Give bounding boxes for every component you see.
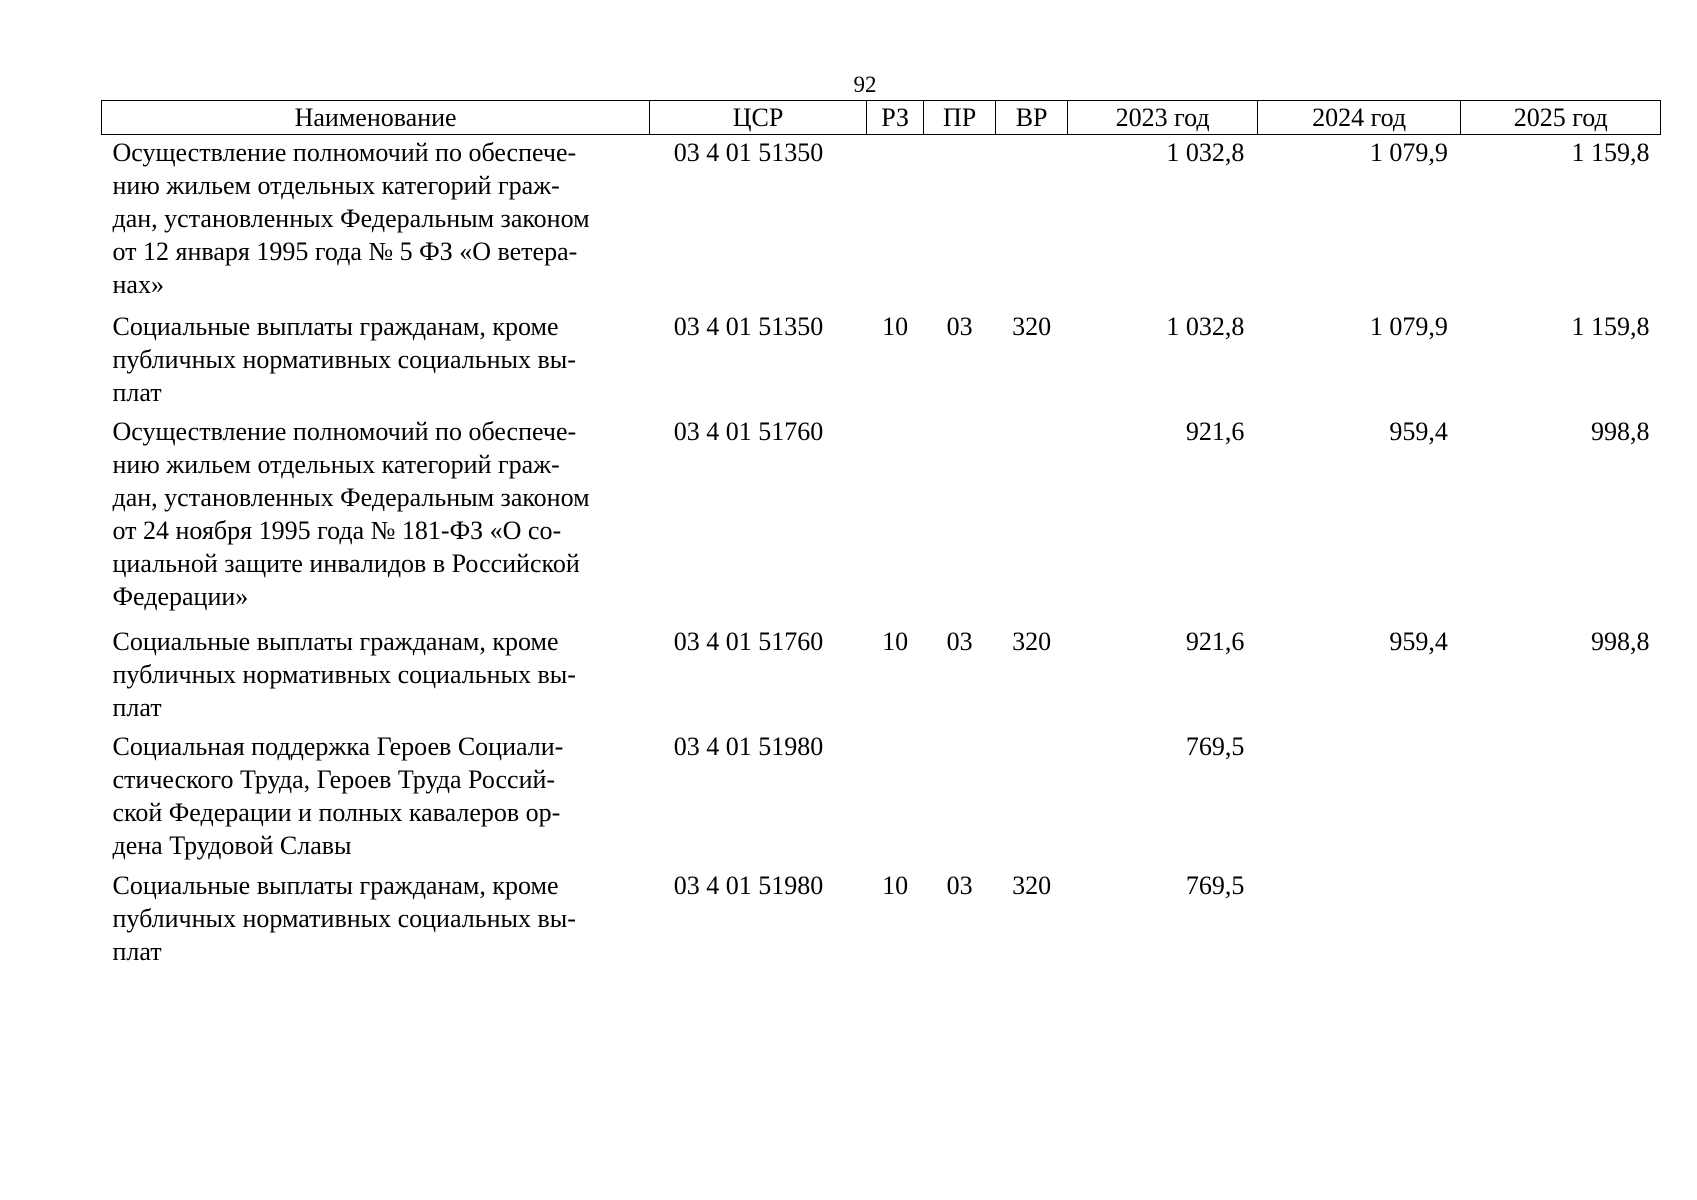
cell-csr: 03 4 01 51760 bbox=[673, 416, 824, 446]
header-2025: 2025 год bbox=[1461, 101, 1661, 135]
header-row bbox=[102, 101, 1661, 135]
cell-pr bbox=[924, 415, 996, 625]
cell-vr bbox=[995, 135, 1068, 310]
cell-2023: 1 032,8 bbox=[1166, 311, 1245, 341]
table-header bbox=[102, 101, 1661, 135]
cell-rz: 10 bbox=[882, 626, 909, 656]
cell-vr bbox=[995, 415, 1068, 625]
table-body bbox=[102, 135, 1661, 968]
cell-name: Социальная поддержка Героев Социали- стического Труда, Героев Труда Россий- ской Федерации и полных кавалеров ор- дена Трудовой Славы bbox=[112, 731, 564, 860]
cell-2023: 769,5 bbox=[1185, 870, 1245, 900]
cell-2025: 998,8 bbox=[1591, 416, 1650, 446]
cell-name: Социальные выплаты гражданам, кроме публичных нормативных социальных вы- плат bbox=[112, 870, 576, 966]
cell-name: Социальные выплаты гражданам, кроме публичных нормативных социальных вы- плат bbox=[112, 626, 576, 722]
cell-csr: 03 4 01 51350 bbox=[673, 138, 824, 167]
cell-name: Социальные выплаты гражданам, кроме публичных нормативных социальных вы- плат bbox=[112, 311, 576, 407]
cell-2023: 921,6 bbox=[1185, 626, 1245, 656]
cell-2024: 959,4 bbox=[1389, 626, 1448, 656]
cell-pr: 03 bbox=[946, 870, 973, 900]
header-csr: ЦСР bbox=[650, 101, 867, 135]
cell-csr: 03 4 01 51350 bbox=[673, 311, 824, 341]
cell-2024: 959,4 bbox=[1389, 416, 1448, 446]
cell-2025: 1 159,8 bbox=[1571, 311, 1650, 341]
cell-pr: 03 bbox=[946, 626, 973, 656]
cell-rz: 10 bbox=[882, 870, 909, 900]
header-vr: ВР bbox=[995, 101, 1068, 135]
cell-2023: 921,6 bbox=[1185, 416, 1245, 446]
cell-csr: 03 4 01 51980 bbox=[673, 731, 824, 761]
cell-vr: 320 bbox=[1012, 870, 1052, 900]
cell-vr bbox=[995, 730, 1068, 869]
cell-name: Осуществление полномочий по обеспече- нию жильем отдельных категорий граж- дан, установленных Федеральным законом от 24 ноября 1995 года № 181-ФЗ «О со- циальной защите инвалидов в Российской Федерации» bbox=[112, 416, 590, 611]
page-number: 92 bbox=[853, 72, 877, 97]
cell-2024: 1 079,9 bbox=[1369, 138, 1448, 167]
cell-pr bbox=[924, 135, 996, 310]
table-row bbox=[102, 625, 1661, 730]
cell-rz bbox=[866, 415, 923, 625]
header-name: Наименование bbox=[102, 101, 650, 135]
header-2023: 2023 год bbox=[1068, 101, 1257, 135]
cell-rz: 10 bbox=[882, 311, 909, 341]
cell-2023: 769,5 bbox=[1185, 731, 1245, 761]
cell-2024: 1 079,9 bbox=[1369, 311, 1448, 341]
cell-2025: 1 159,8 bbox=[1571, 138, 1650, 167]
table-row bbox=[102, 415, 1661, 625]
cell-rz bbox=[866, 730, 923, 869]
table-row bbox=[102, 730, 1661, 869]
cell-2025: 998,8 bbox=[1591, 626, 1650, 656]
table-row bbox=[102, 869, 1661, 968]
cell-vr: 320 bbox=[1012, 311, 1052, 341]
cell-2023: 1 032,8 bbox=[1166, 138, 1245, 167]
table-row bbox=[102, 135, 1661, 310]
cell-2025 bbox=[1461, 730, 1661, 869]
cell-pr: 03 bbox=[946, 311, 973, 341]
cell-csr: 03 4 01 51980 bbox=[673, 870, 824, 900]
header-2024: 2024 год bbox=[1257, 101, 1461, 135]
cell-2024 bbox=[1257, 730, 1461, 869]
header-rz: РЗ bbox=[866, 101, 923, 135]
budget-table bbox=[101, 100, 1661, 968]
cell-2024 bbox=[1257, 869, 1461, 968]
cell-2025 bbox=[1461, 869, 1661, 968]
cell-name: Осуществление полномочий по обеспече- нию жильем отдельных категорий граж- дан, установленных Федеральным законом от 12 января 1995 года № 5 ФЗ «О ветера- нах» bbox=[112, 138, 590, 299]
cell-vr: 320 bbox=[1012, 626, 1052, 656]
cell-rz bbox=[866, 135, 923, 310]
cell-csr: 03 4 01 51760 bbox=[673, 626, 824, 656]
header-pr: ПР bbox=[924, 101, 996, 135]
table-row bbox=[102, 310, 1661, 415]
cell-pr bbox=[924, 730, 996, 869]
